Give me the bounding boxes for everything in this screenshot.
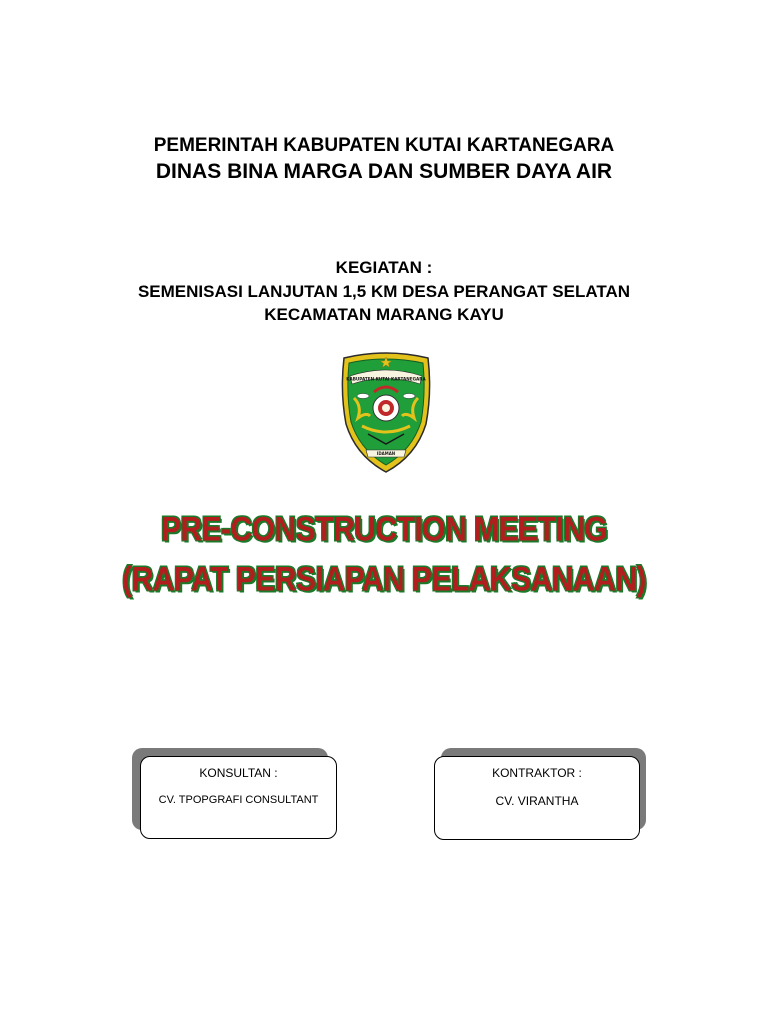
kutai-kartanegara-emblem-icon (336, 352, 436, 474)
consultant-card (140, 756, 337, 839)
emblem-bottom-text: IDAMAN (376, 451, 396, 457)
department-title: DINAS BINA MARGA DAN SUMBER DAYA AIR (155, 160, 613, 183)
activity-label: KEGIATAN : (335, 258, 433, 277)
contractor-card (434, 756, 640, 840)
emblem-top-text: KABUPATEN KUTAI KARTANEGARA (346, 376, 426, 382)
contractor-label: KONTRAKTOR : (492, 766, 582, 780)
document-title-line1: PRE-CONSTRUCTION MEETING (160, 510, 608, 549)
consultant-label: KONSULTAN : (199, 766, 278, 780)
contractor-name: CV. VIRANTHA (495, 794, 579, 808)
consultant-name: CV. TPOPGRAFI CONSULTANT (158, 794, 319, 806)
government-title: PEMERINTAH KABUPATEN KUTAI KARTANEGARA (153, 135, 615, 156)
activity-name: SEMENISASI LANJUTAN 1,5 KM DESA PERANGAT SELATAN (137, 282, 631, 301)
document-title-line2: (RAPAT PERSIAPAN PELAKSANAAN) (122, 560, 646, 599)
activity-location: KECAMATAN MARANG KAYU (264, 305, 504, 324)
